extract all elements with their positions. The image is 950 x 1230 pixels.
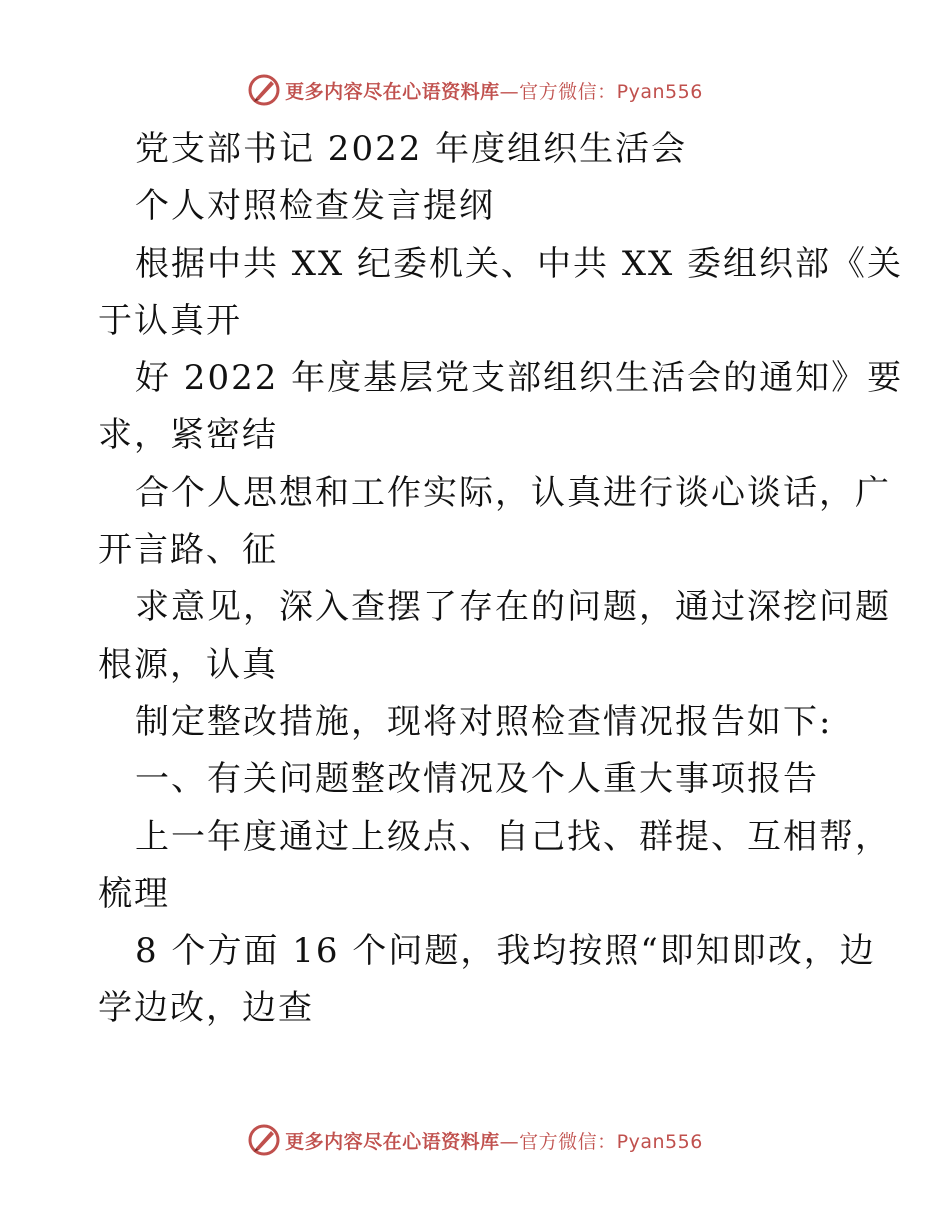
watermark-main-text: 更多内容尽在心语资料库 — [285, 1130, 500, 1153]
paragraph-line: 根源，认真 — [98, 645, 278, 685]
watermark-main-text: 更多内容尽在心语资料库 — [285, 80, 500, 103]
paragraph-line: 根据中共 XX 纪委机关、中共 XX 委组织部《关 — [135, 244, 904, 284]
paragraph-line: 梳理 — [98, 874, 170, 914]
paragraph-line: 好 2022 年度基层党支部组织生活会的通知》要 — [135, 358, 904, 398]
paragraph-line: 合个人思想和工作实际，认真进行谈心谈话，广 — [135, 473, 891, 513]
watermark-text — [285, 77, 703, 104]
watermark-contact-text: —官方微信：Pyan556 — [499, 80, 703, 103]
paragraph-line: 8 个方面 16 个问题，我均按照“即知即改，边 — [135, 931, 876, 971]
paragraph-line: 上一年度通过上级点、自己找、群提、互相帮， — [135, 817, 891, 857]
paragraph-line: 求，紧密结 — [98, 415, 278, 455]
footer-watermark — [0, 1120, 950, 1160]
watermark-text — [285, 1127, 703, 1154]
document-title-line-1: 党支部书记 2022 年度组织生活会 — [135, 129, 688, 169]
watermark-contact-text: —官方微信：Pyan556 — [499, 1130, 703, 1153]
paragraph-line: 于认真开 — [98, 301, 242, 341]
paragraph-line: 学边改，边查 — [98, 988, 314, 1028]
paragraph-line: 开言路、征 — [98, 530, 278, 570]
paragraph-line: 制定整改措施，现将对照检查情况报告如下: — [135, 702, 833, 742]
quill-pen-logo-icon — [247, 73, 281, 107]
document-title-line-2: 个人对照检查发言提纲 — [135, 186, 495, 226]
section-heading: 一、有关问题整改情况及个人重大事项报告 — [135, 759, 819, 799]
header-watermark — [0, 70, 950, 110]
paragraph-line: 求意见，深入查摆了存在的问题，通过深挖问题 — [135, 587, 891, 627]
quill-pen-logo-icon — [247, 1123, 281, 1157]
